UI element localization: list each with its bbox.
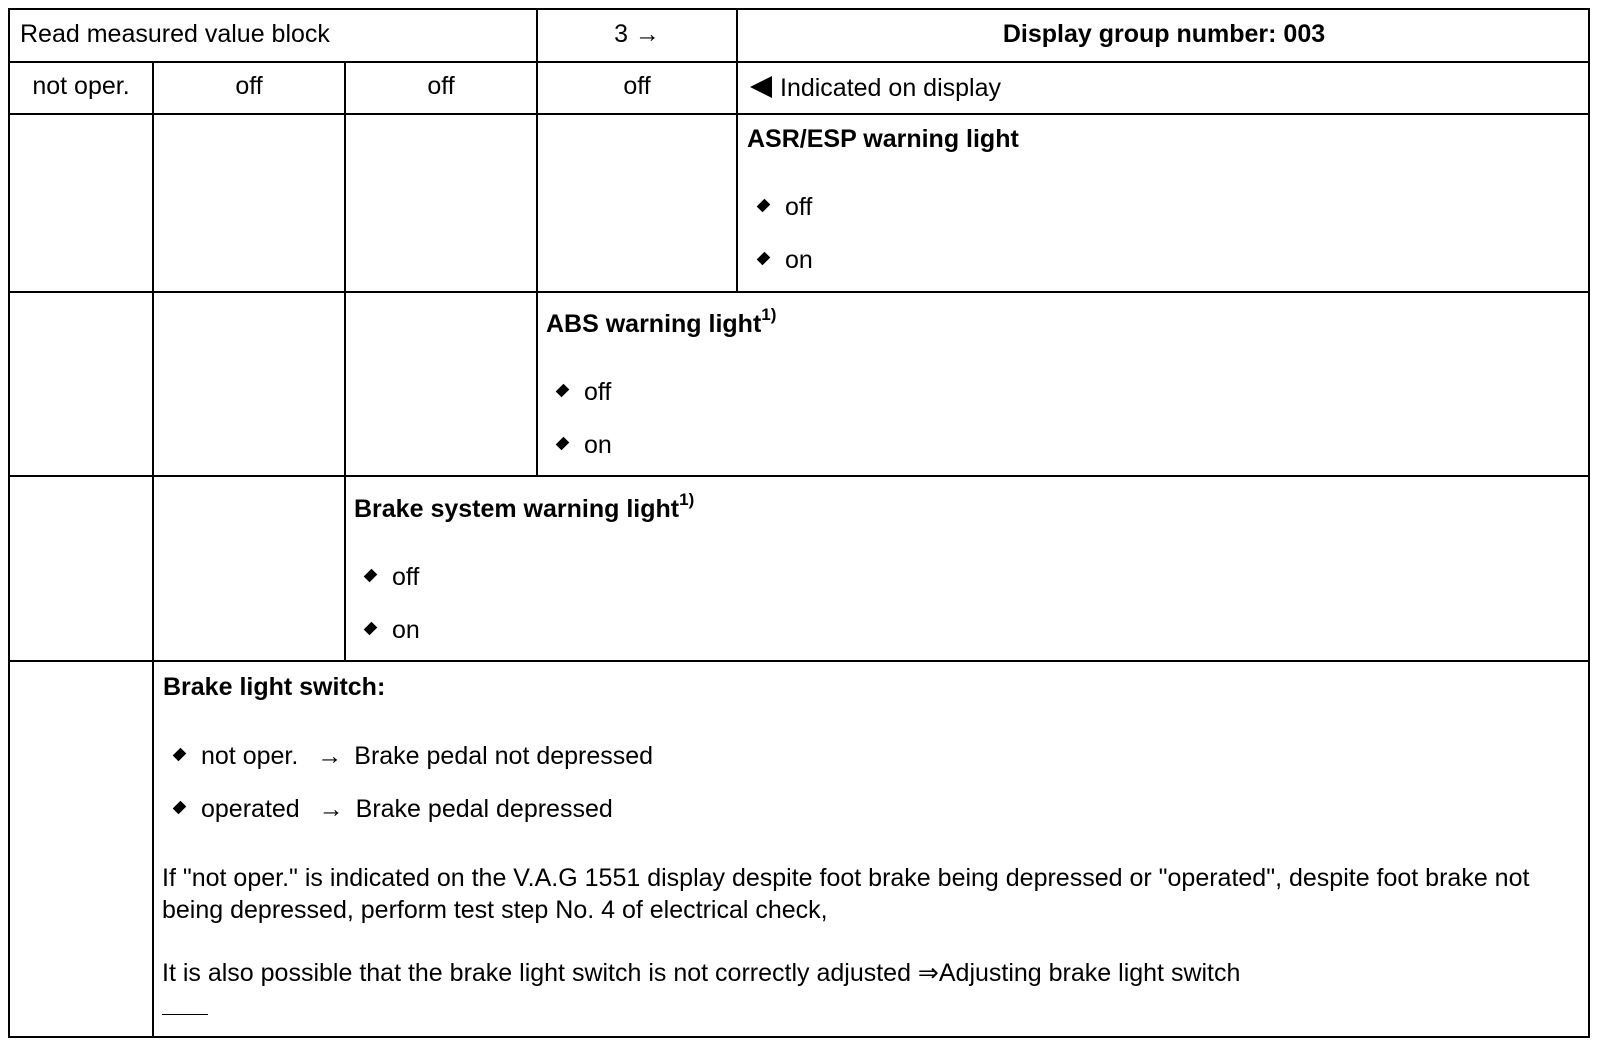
row-divider bbox=[8, 61, 1590, 63]
note-paragraph-link[interactable]: It is also possible that the brake light switch is not correctly adjusted ⇒Adjusting brake light switch bbox=[162, 959, 1241, 987]
list-item: on bbox=[365, 615, 420, 645]
bullet-diamond-icon bbox=[757, 199, 771, 213]
abs-title: ABS warning light$^{1)}$ bbox=[546, 305, 777, 338]
bullet-diamond-icon bbox=[364, 569, 378, 583]
list-item: not oper. → Brake pedal not depressed bbox=[174, 741, 653, 771]
indicated-on-display: Indicated on display bbox=[750, 73, 1001, 103]
row-divider bbox=[8, 291, 1590, 293]
bullet-diamond-icon bbox=[556, 384, 570, 398]
footnote-mark: 1) bbox=[679, 490, 695, 509]
bullet-diamond-icon bbox=[364, 622, 378, 636]
list-item: on bbox=[758, 245, 813, 275]
asr-esp-title: ASR/ESP warning light bbox=[747, 125, 1019, 153]
row-divider bbox=[8, 113, 1590, 115]
bullet-diamond-icon bbox=[556, 437, 570, 451]
column-divider bbox=[344, 61, 346, 660]
list-item: operated → Brake pedal depressed bbox=[174, 794, 613, 824]
footnote-separator bbox=[162, 1014, 208, 1015]
bullet-diamond-icon bbox=[173, 801, 187, 815]
footnote-mark: 1) bbox=[761, 305, 777, 324]
group-arrow: 3 → bbox=[614, 20, 660, 48]
right-arrow-icon: → bbox=[317, 742, 343, 770]
display-field-3: off bbox=[427, 72, 455, 100]
brake-system-title: Brake system warning light$^{1)}$ bbox=[354, 490, 695, 523]
display-field-4: off bbox=[623, 72, 651, 100]
list-item: off bbox=[365, 562, 419, 592]
row-divider bbox=[8, 475, 1590, 477]
block-title: Read measured value block bbox=[20, 20, 330, 48]
row-divider bbox=[8, 660, 1590, 662]
bullet-diamond-icon bbox=[757, 252, 771, 266]
column-divider bbox=[536, 291, 538, 475]
column-divider bbox=[736, 8, 738, 291]
brake-switch-title: Brake light switch: bbox=[163, 673, 386, 701]
right-arrow-icon: → bbox=[318, 795, 344, 823]
note-paragraph: If "not oper." is indicated on the V.A.G 1551 display despite foot brake being depressed or "operated", despite foot brake not being depressed, perform test step No. 4 of electrical check, bbox=[162, 864, 1530, 924]
left-triangle-icon bbox=[750, 76, 772, 98]
display-field-2: off bbox=[235, 72, 263, 100]
column-divider bbox=[152, 61, 154, 1038]
display-field-1: not oper. bbox=[32, 72, 130, 100]
bullet-diamond-icon bbox=[173, 748, 187, 762]
column-divider bbox=[536, 8, 538, 291]
display-group-label: Display group number: 003 bbox=[1002, 20, 1326, 48]
list-item: on bbox=[557, 430, 612, 460]
list-item: off bbox=[557, 377, 611, 407]
list-item: off bbox=[758, 192, 812, 222]
